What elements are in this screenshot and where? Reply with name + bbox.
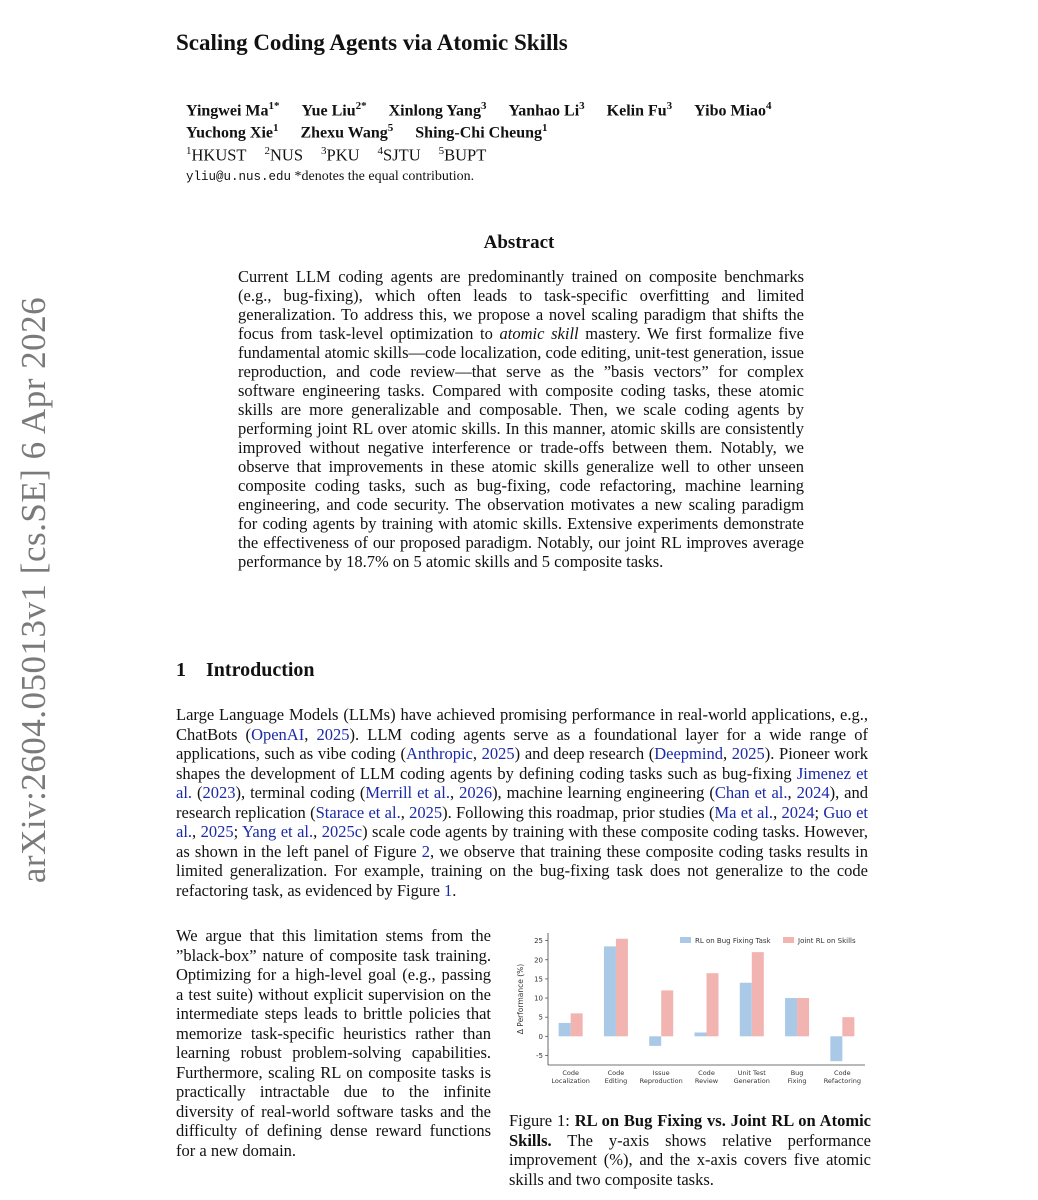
x-tick-label: Code <box>607 1069 625 1077</box>
bar <box>797 998 809 1036</box>
author <box>607 100 673 120</box>
bar <box>785 998 797 1036</box>
x-tick-label: Code <box>698 1069 715 1077</box>
author-affiliation-mark: 3 <box>666 100 673 112</box>
contact-line <box>186 169 946 185</box>
bar <box>707 973 719 1036</box>
x-tick-label: Refactoring <box>823 1077 862 1085</box>
x-tick-label: Fixing <box>787 1077 807 1085</box>
affiliation-mark: 2 <box>264 144 271 157</box>
x-tick-label: Code <box>562 1069 579 1077</box>
bar <box>740 983 752 1037</box>
bar <box>649 1036 661 1046</box>
x-tick-label: Generation <box>733 1077 770 1085</box>
citation-year-link[interactable]: 2025 <box>200 822 234 841</box>
author <box>508 100 584 120</box>
author <box>186 122 278 142</box>
author <box>302 100 367 120</box>
legend-swatch <box>680 937 691 943</box>
author-name: Yingwei Ma <box>186 102 269 120</box>
affiliation-name: BUPT <box>444 145 487 165</box>
author-name: Yanhao Li <box>508 102 580 120</box>
abstract-heading: Abstract <box>483 232 555 253</box>
author <box>415 122 547 142</box>
affiliation-mark: 1 <box>186 144 192 157</box>
y-axis-label: Δ Performance (%) <box>516 963 525 1035</box>
bar <box>604 946 616 1036</box>
author-affiliation-mark: 1 <box>272 122 279 135</box>
abstract-emphasis: atomic skill <box>499 324 579 343</box>
affiliation <box>321 145 360 166</box>
citation-link[interactable]: Anthropic <box>405 744 473 763</box>
y-tick-label: 15 <box>534 975 543 984</box>
figure-1-ref-link[interactable]: 1 <box>444 880 453 900</box>
figure-2-ref-link[interactable]: 2 <box>421 841 430 861</box>
author <box>186 100 280 120</box>
citation-link[interactable]: OpenAI <box>251 724 305 744</box>
abstract-part-2: mastery. We first formalize five fundamental atomic skills—code localization, code editing, unit-test generation, issue reproduction, and code review—that serve as the ”basis vectors” for complex software engineering tasks. Compared with composite coding tasks, these atomic skills are more generalizable and composable. Then, we scale coding agents by performing joint RL over atomic skills. In this manner, atomic skills are consistently improved without negative interference or trade-offs between them. Notably, we observe that improvements in these atomic skills generalize well to other unseen composite coding tasks, such as bug-fixing, code refactoring, machine learning engineering, and code security. The observation motivates a new scaling paradigm for coding agents by training with atomic skills. Extensive experiments demonstrate the effectiveness of our proposed paradigm. Notably, our joint RL improves average performance by 18.7% on 5 atomic skills and 5 composite tasks. <box>238 324 804 571</box>
affiliation <box>439 145 487 166</box>
author <box>389 100 487 120</box>
author-name: Yue Liu <box>301 102 356 120</box>
x-tick-label: Review <box>694 1077 719 1085</box>
x-tick-label: Code <box>834 1069 851 1077</box>
affiliation-name: NUS <box>270 145 304 165</box>
affiliation-name: HKUST <box>191 145 247 165</box>
affiliation <box>186 145 247 166</box>
affiliations <box>186 145 946 166</box>
legend-label: RL on Bug Fixing Task <box>695 937 771 945</box>
abstract-text <box>238 267 804 571</box>
citation-year-link[interactable]: 2025c <box>321 822 363 841</box>
contact-email[interactable]: yliu@u.nus.edu <box>186 170 292 185</box>
author-name: Shing-Chi Cheung <box>415 124 542 142</box>
abstract-part-1: Current LLM coding agents are predominantly trained on composite benchmarks (e.g., bug-fixing), which often leads to task-specific overfitting and limited generalization. To address this, we propose a novel scaling paradigm that shifts the focus from task-level optimization to <box>238 267 804 343</box>
x-tick-label: Bug <box>790 1069 804 1077</box>
section-number: 1 <box>176 659 186 681</box>
y-tick-label: 20 <box>534 956 543 965</box>
intro-paragraph-1: Large Language Models (LLMs) have achieved promising performance in real-world applications, e.g., ChatBots (OpenAI, 2025). LLM coding agents serve as a foundational layer for a wide range of applications, such as vibe coding (Anthropic, 2025) and deep research (Deepmind, 2025). Pioneer work shapes the development of LLM coding agents by defining coding tasks such as bug-fixing Jimenez et al. (2023), terminal coding (Merrill et al., 2026), machine learning engineering (Chan et al., 2024), and research replication (Starace et al., 2025). Following this roadmap, prior studies (Ma et al., 2024; Guo et al., 2025; Yang et al., 2025c) scale code agents by training with these composite coding tasks. However, as shown in the left panel of Figure 2, we observe that training these composite coding tasks results in limited generalization. For example, training on the bug-fixing task does not generalize to the code refactoring task, as evidenced by Figure 1. <box>176 705 869 900</box>
section-heading <box>176 659 315 682</box>
citation-year-link[interactable]: 2025 <box>316 724 350 744</box>
figure-1 <box>503 925 873 1189</box>
citation-year-link[interactable]: 2025 <box>731 744 765 763</box>
intro-paragraph-2: We argue that this limitation stems from the ”black-box” nature of composite task training. Optimizing for a high-level goal (e.g., passing a test suite) without explicit supervision on the intermediate steps leads to brittle policies that memorize task-specific heuristics rather than learning robust problem-solving capabilities. Furthermore, scaling RL on composite tasks is practically intractable due to the infinite diversity of real-world software tasks and the difficulty of defining dense reward functions for a new domain. <box>176 926 491 1160</box>
citation-year-link[interactable]: 2024 <box>796 783 830 802</box>
bar-chart <box>503 925 873 1105</box>
author-name: Yuchong Xie <box>186 124 273 142</box>
bar <box>571 1013 583 1036</box>
arxiv-sidenote <box>4 270 64 910</box>
figure-caption-body: The y-axis shows relative performance improvement (%), and the x-axis covers five atomic skills and two composite tasks. <box>509 1130 871 1189</box>
author <box>300 122 393 142</box>
author-name: Kelin Fu <box>606 102 667 120</box>
x-tick-label: Issue <box>652 1069 670 1077</box>
citation-link[interactable]: Merrill et al. <box>365 783 450 802</box>
figure-label: Figure 1: <box>509 1111 575 1130</box>
author <box>694 100 771 120</box>
citation-year-link[interactable]: 2025 <box>481 744 515 763</box>
figure-caption-title: RL on Bug Fixing vs. Joint RL on Atomic Skills. <box>509 1111 871 1150</box>
author-name: Xinlong Yang <box>388 102 481 120</box>
affiliation <box>378 145 421 166</box>
citation-link[interactable]: Starace et al. <box>315 802 401 822</box>
affiliation <box>265 145 304 166</box>
paper-title: Scaling Coding Agents via Atomic Skills <box>176 30 568 55</box>
bar <box>661 990 673 1036</box>
authors-line-1 <box>186 100 946 120</box>
y-tick-label: -5 <box>536 1051 543 1060</box>
citation-link[interactable]: Chan et al. <box>714 783 788 802</box>
legend-swatch <box>783 937 794 943</box>
citation-link[interactable]: Jimenez et al. <box>176 763 869 802</box>
equal-contribution-note: *denotes the equal contribution. <box>294 169 475 185</box>
x-tick-label: Reproduction <box>639 1077 683 1085</box>
author-affiliation-mark: 3 <box>480 100 487 112</box>
y-tick-label: 0 <box>538 1032 543 1041</box>
citation-year-link[interactable]: 2026 <box>459 783 493 802</box>
author-affiliation-mark: 1* <box>268 100 280 112</box>
x-tick-label: Unit Test <box>737 1069 766 1077</box>
affiliation-name: PKU <box>326 145 360 165</box>
x-tick-label: Localization <box>551 1077 590 1085</box>
citation-year-link[interactable]: 2024 <box>781 802 815 822</box>
affiliation-name: SJTU <box>383 145 421 165</box>
y-tick-label: 25 <box>534 937 543 946</box>
author-affiliation-mark: 4 <box>766 100 772 112</box>
author-block <box>186 100 946 185</box>
bar <box>842 1017 854 1036</box>
y-tick-label: 10 <box>534 994 543 1003</box>
author-name: Yibo Miao <box>694 102 767 120</box>
legend-label: Joint RL on Skills <box>798 937 856 945</box>
citation-link[interactable]: Deepmind <box>654 744 723 763</box>
figure-caption <box>509 1111 871 1189</box>
author-affiliation-mark: 3 <box>579 100 585 112</box>
citation-link[interactable]: Ma et al. <box>714 802 774 822</box>
author-affiliation-mark: 5 <box>387 122 394 135</box>
author-name: Zhexu Wang <box>300 124 388 142</box>
section-title: Introduction <box>206 659 315 681</box>
affiliation-mark: 5 <box>438 144 445 157</box>
citation-link[interactable]: Guo et al. <box>176 802 869 841</box>
y-tick-label: 5 <box>538 1013 543 1022</box>
author-affiliation-mark: 1 <box>542 122 548 135</box>
x-tick-label: Editing <box>604 1077 628 1085</box>
authors-line-2 <box>186 122 946 142</box>
affiliation-mark: 3 <box>321 144 327 157</box>
bar <box>830 1036 842 1061</box>
bar <box>695 1032 707 1036</box>
citation-year-link[interactable]: 2025 <box>409 802 443 822</box>
arxiv-id: arXiv:2604.05013v1 [cs.SE] 6 Apr 2026 <box>14 296 53 884</box>
bar <box>616 939 628 1037</box>
bar <box>559 1023 571 1036</box>
affiliation-mark: 4 <box>377 144 384 157</box>
citation-year-link[interactable]: 2023 <box>202 783 236 802</box>
author-affiliation-mark: 2* <box>355 100 367 112</box>
citation-link[interactable]: Yang et al. <box>242 822 314 841</box>
bar <box>752 952 764 1036</box>
